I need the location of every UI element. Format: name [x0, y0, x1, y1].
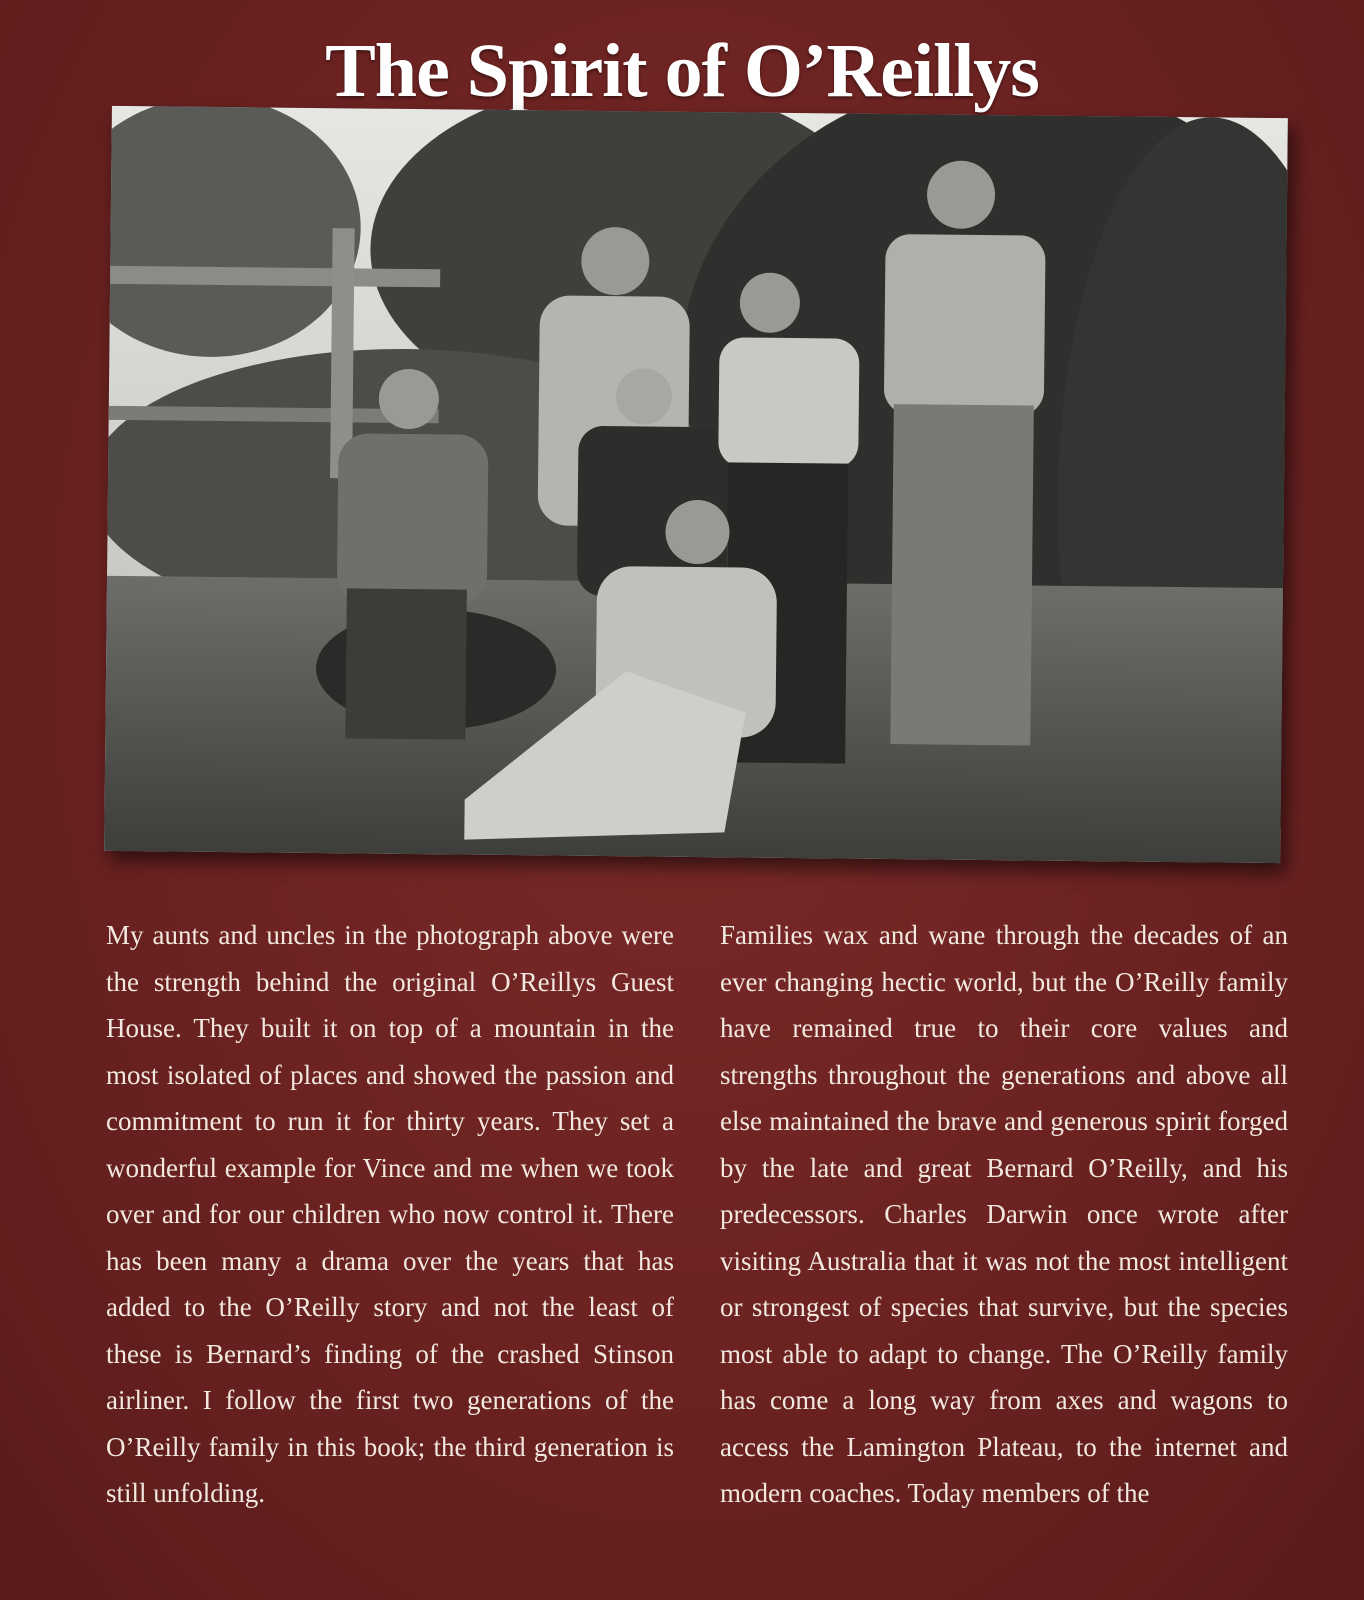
page-title: The Spirit of O’Reillys [325, 29, 1039, 113]
family-photograph-image [104, 106, 1288, 863]
text-column-left: My aunts and uncles in the photograph above were the strength behind the original O’Reillys Guest House. They built it on top of a mountain in the most isolated of places and showed the passion and commitment to run it for thirty years. They set a wonderful example for Vince and me when we took over and for our children who now control it. There has been many a drama over the years that has added to the O’Reilly story and not the least of these is Bernard’s finding of the crashed Stinson airliner. I follow the first two generations of the O’Reilly family in this book; the third generation is still unfolding. [106, 920, 674, 1508]
family-photograph [104, 106, 1288, 863]
text-column-right: Families wax and wane through the decades of an ever changing hectic world, but the O’Reilly family have remained true to their core values and strengths throughout the generations and above all else maintained the brave and generous spirit forged by the late and great Bernard O’Reilly, and his predecessors. Charles Darwin once wrote after visiting Australia that it was not the most intelligent or strongest of species that survive, but the species most able to adapt to change. The O’Reilly family has come a long way from axes and wagons to access the Lamington Plateau, to the internet and modern coaches. Today members of the [720, 920, 1288, 1508]
